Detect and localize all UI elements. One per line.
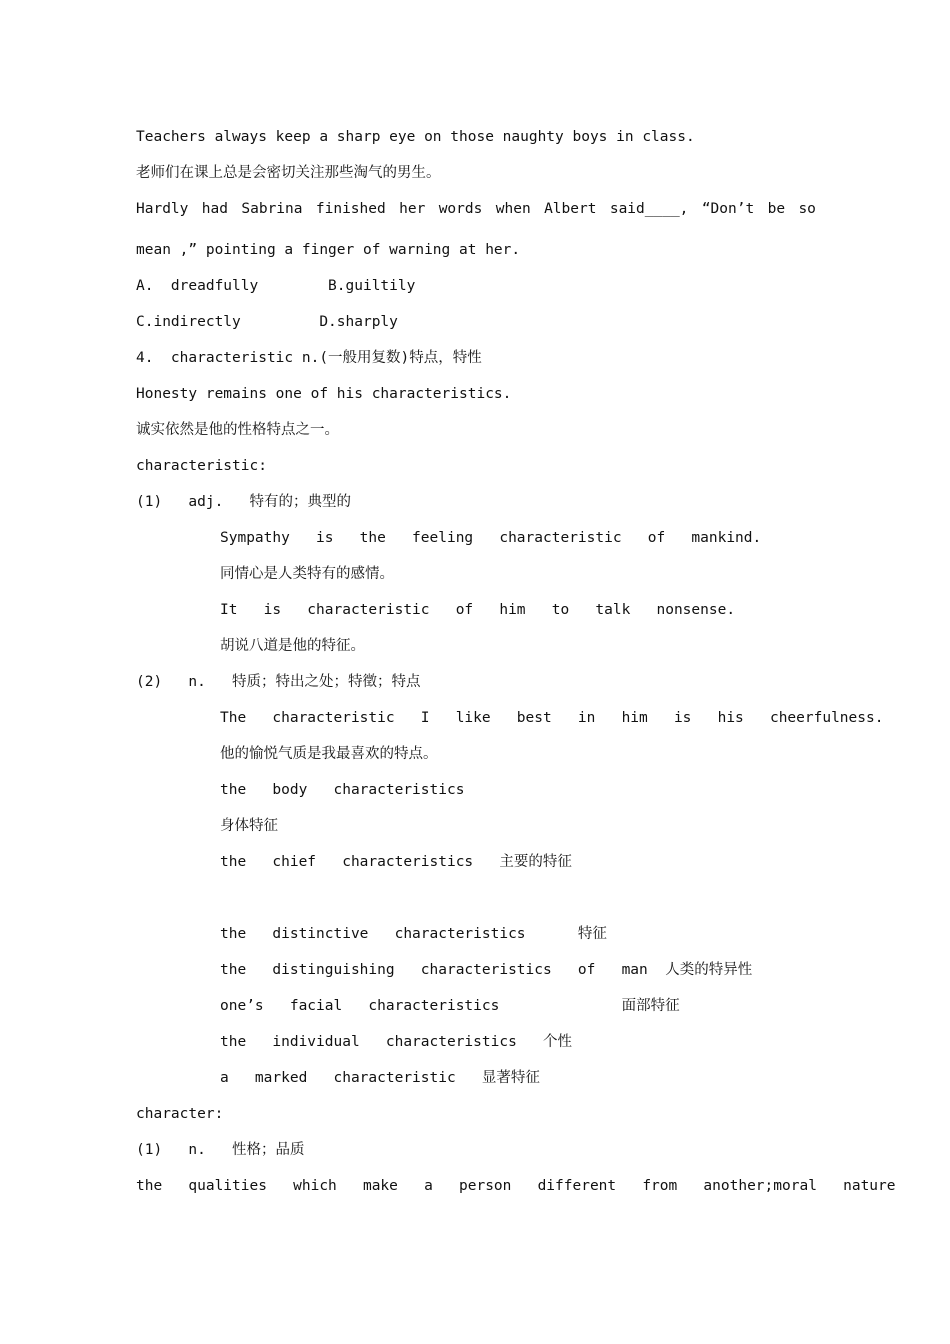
sense-heading: (2) n. 特质；特出之处；特徵；特点 — [136, 674, 421, 690]
sense-heading: (1) adj. 特有的；典型的 — [136, 494, 351, 510]
example-sentence-zh: 诚实依然是他的性格特点之一。 — [136, 422, 339, 438]
question-word: said____, — [609, 201, 689, 217]
example-sentence-en: The characteristic I like best in him is his cheerfulness. — [220, 710, 884, 726]
example-sentence-en: Teachers always keep a sharp eye on those naughty boys in class. — [136, 129, 695, 145]
example-sentence-en: Sympathy is the feeling characteristic of mankind. — [220, 530, 762, 546]
question-word: words — [438, 201, 483, 217]
word-label: characteristic: — [136, 458, 267, 474]
question-word: be — [767, 201, 786, 217]
question-word: so — [798, 201, 816, 217]
collocation: the distinguishing characteristics of man 人类的特异性 — [220, 962, 753, 978]
collocation: the chief characteristics 主要的特征 — [220, 854, 572, 870]
example-sentence-zh: 老师们在课上总是会密切关注那些淘气的男生。 — [136, 165, 441, 181]
collocation: the distinctive characteristics 特征 — [220, 926, 607, 942]
question-word: “Don’t — [701, 201, 755, 217]
question-word: when — [495, 201, 531, 217]
option-row-ab: A. dreadfully B.guiltily — [136, 278, 416, 294]
question-word: Albert — [544, 201, 597, 217]
example-sentence-zh: 胡说八道是他的特征。 — [220, 638, 365, 654]
collocation: the individual characteristics 个性 — [220, 1034, 573, 1050]
collocation: the body characteristics — [220, 782, 465, 798]
question-word: had — [201, 201, 228, 217]
option-row-cd: C.indirectly D.sharply — [136, 314, 398, 330]
word-label: character: — [136, 1106, 224, 1122]
sense-heading: (1) n. 性格；品质 — [136, 1142, 305, 1158]
vocab-entry-heading: 4. characteristic n.(一般用复数)特点，特性 — [136, 350, 482, 366]
question-word: Sabrina — [241, 201, 303, 217]
question-word: her — [399, 201, 426, 217]
question-word: finished — [315, 201, 386, 217]
collocation: a marked characteristic 显著特征 — [220, 1070, 540, 1086]
question-word: Hardly — [136, 201, 189, 217]
definition-en: the qualities which make a person different from another;moral nature — [136, 1178, 896, 1194]
example-sentence-zh: 同情心是人类特有的感情。 — [220, 566, 394, 582]
collocation: one’s facial characteristics 面部特征 — [220, 998, 680, 1014]
example-sentence-en: It is characteristic of him to talk nonsense. — [220, 602, 736, 618]
collocation-translation: 身体特征 — [220, 818, 278, 834]
exercise-question-continued: mean ,” pointing a finger of warning at her. — [136, 242, 521, 258]
example-sentence-en: Honesty remains one of his characteristics. — [136, 386, 512, 402]
example-sentence-zh: 他的愉悦气质是我最喜欢的特点。 — [220, 746, 438, 762]
exercise-question-line — [136, 199, 816, 219]
